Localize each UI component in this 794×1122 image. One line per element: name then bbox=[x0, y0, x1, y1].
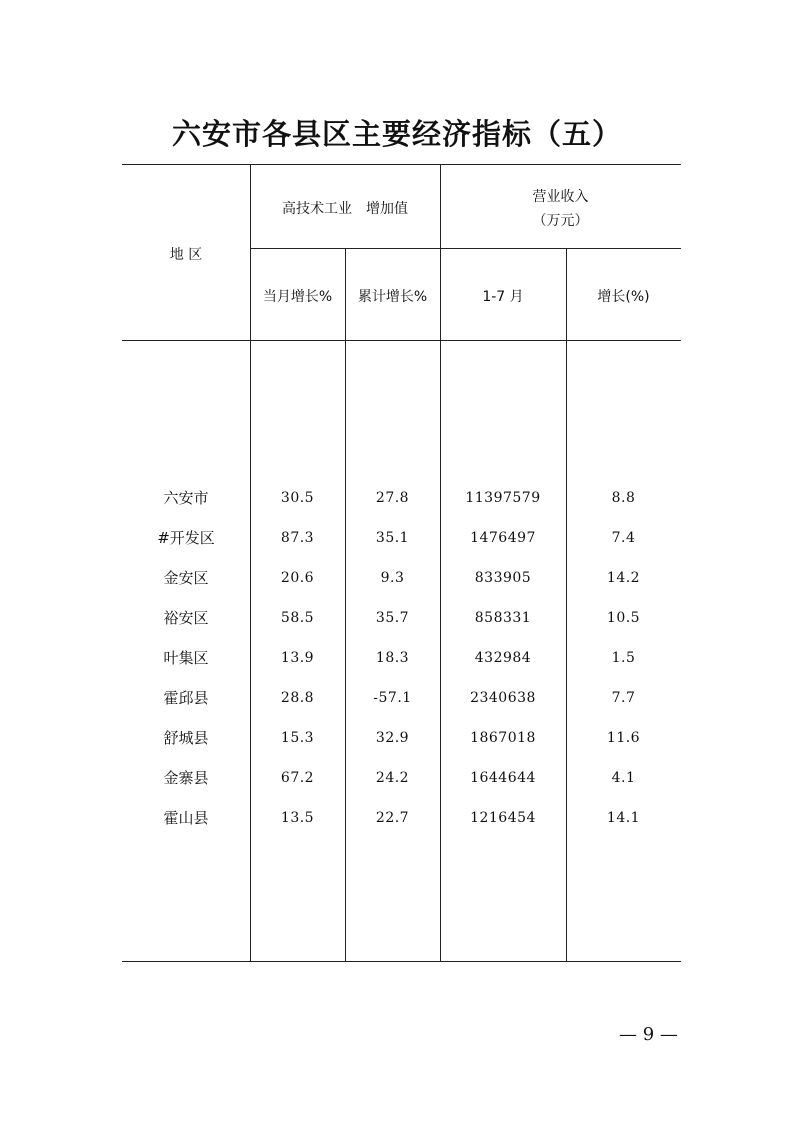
table-bottom-border bbox=[122, 961, 681, 962]
cell-growth: 8.8 bbox=[611, 490, 636, 506]
cell-cum-growth: 35.1 bbox=[375, 530, 410, 546]
cell-month-growth: 13.5 bbox=[280, 810, 315, 826]
cell-cum-growth: -57.1 bbox=[373, 690, 412, 706]
cell-region: #开发区 bbox=[157, 529, 215, 547]
column-divider-month-growth bbox=[345, 248, 346, 962]
cell-cum-growth: 18.3 bbox=[375, 650, 410, 666]
cell-month-growth: 30.5 bbox=[280, 490, 315, 506]
header-revenue-group-line2: （万元） bbox=[532, 213, 589, 229]
cell-region: 舒城县 bbox=[163, 729, 209, 747]
cell-revenue: 833905 bbox=[474, 570, 532, 586]
cell-cum-growth: 27.8 bbox=[375, 490, 410, 506]
cell-revenue: 1867018 bbox=[470, 730, 536, 746]
cell-revenue: 432984 bbox=[474, 650, 532, 666]
cell-region: 金寨县 bbox=[163, 769, 209, 787]
cell-month-growth: 28.8 bbox=[280, 690, 315, 706]
cell-revenue: 11397579 bbox=[465, 490, 541, 506]
cell-region: 六安市 bbox=[163, 489, 209, 507]
cell-cum-growth: 24.2 bbox=[375, 770, 410, 786]
cell-cum-growth: 32.9 bbox=[375, 730, 410, 746]
header-period: 1-7 月 bbox=[482, 289, 524, 305]
header-month-growth: 当月增长% bbox=[262, 289, 333, 305]
cell-month-growth: 13.9 bbox=[280, 650, 315, 666]
header-region: 地 区 bbox=[169, 247, 203, 263]
cell-month-growth: 87.3 bbox=[280, 530, 315, 546]
cell-growth: 14.1 bbox=[606, 810, 641, 826]
cell-month-growth: 67.2 bbox=[280, 770, 315, 786]
cell-cum-growth: 9.3 bbox=[380, 570, 405, 586]
page-number: — 9 — bbox=[619, 1024, 678, 1045]
cell-region: 霍山县 bbox=[163, 809, 209, 827]
header-cum-growth: 累计增长% bbox=[357, 289, 428, 305]
column-divider-group bbox=[440, 164, 441, 962]
cell-growth: 10.5 bbox=[606, 610, 641, 626]
cell-revenue: 2340638 bbox=[470, 690, 536, 706]
cell-revenue: 858331 bbox=[474, 610, 532, 626]
cell-revenue: 1644644 bbox=[470, 770, 536, 786]
cell-region: 金安区 bbox=[163, 569, 209, 587]
cell-region: 叶集区 bbox=[163, 649, 209, 667]
cell-growth: 11.6 bbox=[606, 730, 641, 746]
header-growth: 增长(%) bbox=[597, 289, 650, 305]
cell-month-growth: 58.5 bbox=[280, 610, 315, 626]
page-title: 六安市各县区主要经济指标（五） bbox=[171, 117, 622, 151]
cell-month-growth: 20.6 bbox=[280, 570, 315, 586]
header-group-divider bbox=[250, 248, 681, 249]
cell-region: 霍邱县 bbox=[163, 689, 209, 707]
cell-revenue: 1476497 bbox=[470, 530, 536, 546]
cell-growth: 4.1 bbox=[611, 770, 636, 786]
cell-revenue: 1216454 bbox=[470, 810, 536, 826]
header-bottom-border bbox=[122, 340, 681, 341]
cell-region: 裕安区 bbox=[163, 609, 209, 627]
column-divider-period bbox=[566, 248, 567, 962]
column-divider-region bbox=[250, 164, 251, 962]
cell-growth: 7.7 bbox=[611, 690, 636, 706]
table-top-border bbox=[122, 164, 681, 165]
cell-growth: 7.4 bbox=[611, 530, 636, 546]
cell-cum-growth: 35.7 bbox=[375, 610, 410, 626]
header-high-tech-group: 高技术工业 增加值 bbox=[282, 201, 408, 217]
cell-month-growth: 15.3 bbox=[280, 730, 315, 746]
cell-cum-growth: 22.7 bbox=[375, 810, 410, 826]
cell-growth: 14.2 bbox=[606, 570, 641, 586]
cell-growth: 1.5 bbox=[611, 650, 636, 666]
header-revenue-group-line1: 营业收入 bbox=[532, 189, 589, 205]
